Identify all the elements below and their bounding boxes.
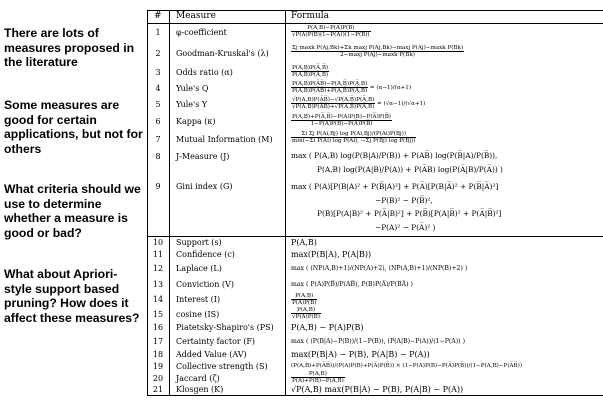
- row-number: 13: [152, 280, 164, 289]
- row-number: 21: [152, 385, 164, 394]
- row-number: 4: [155, 84, 161, 93]
- table-row: [147, 350, 603, 361]
- formula: (P(A,B)+P(A̅B̅))/(P(A)P(B)+P(A̅)P(B̅)) × (1−P(A)P(B)−P(A̅)P(B̅))/(1−P(A,B)−P(A̅B̅)): [291, 363, 523, 369]
- question-1: There are lots of measures proposed in the literature: [4, 26, 135, 69]
- formula: P(A,B): [291, 238, 317, 247]
- formula: $\frac{\text{Σi Σj P(Ai,Bj) log P(Ai,Bj)/(P(Ai)P(Bj))}}{\text{min(−Σi P(Ai) log P(Ai), −Σj P(Bj) log P(Bj))}}$: [292, 131, 416, 145]
- table-row: [147, 149, 603, 179]
- formula: $\frac{P(A,B)-P(A)P(B)}{√P(A)P(B)(1-P(A))(1-P(B))}$: [292, 25, 370, 39]
- table-row: [147, 250, 603, 261]
- table-row: [147, 334, 603, 349]
- formula-line-1: max ( P(A)[P(B|A)² + P(B̅|A)²] + P(A̅)[P(B|A̅)² + P(B̅|A̅)²]: [291, 182, 499, 191]
- measure-name: Odds ratio (α): [176, 68, 233, 77]
- table-row: [147, 114, 603, 131]
- measure-name: Confidence (c): [176, 250, 235, 259]
- measure-name: Mutual Information (M): [176, 135, 273, 144]
- row-number: 5: [155, 100, 161, 109]
- table-row: [147, 131, 603, 148]
- formula: √P(A,B) max(P(B|A) − P(B), P(A|B) − P(A)): [291, 385, 464, 394]
- formula-line-1: max ( P(A,B) log(P(B|A)/P(B)) + P(AB̅) log(P(B̅|A)/P(B̅)),: [291, 151, 498, 160]
- row-number: 15: [152, 310, 164, 319]
- row-number: 12: [152, 264, 164, 273]
- header-measure: Measure: [176, 11, 216, 21]
- measure-name: Gini index (G): [176, 182, 233, 191]
- formula: max ( (NP(A,B)+1)/(NP(A)+2), (NP(A,B)+1)/(NP(B)+2) ): [291, 265, 468, 272]
- measure-name: Yule's Q: [176, 84, 209, 93]
- header-border: [147, 23, 603, 24]
- table-row: [147, 180, 603, 236]
- formula: P(A,B) − P(A)P(B): [291, 323, 364, 332]
- table-row: [147, 238, 603, 249]
- table-bottom-border: [147, 395, 603, 396]
- row-number: 20: [152, 374, 164, 383]
- measure-name: Support (s): [176, 238, 222, 247]
- formula: max ( (P(B|A)−P(B))/(1−P(B)), (P(A|B)−P(A))/(1−P(A)) ): [291, 338, 465, 345]
- formula: $\frac{P(A,B)P(A̅B̅)-P(A,B̅)P(A̅,B)}{P(A,B)P(A̅B̅)+P(A,B̅)P(A̅,B)}$ = (α−1)/(α+1): [292, 81, 412, 95]
- measure-name: Certainty factor (F): [176, 337, 256, 346]
- row-number: 14: [152, 295, 164, 304]
- formula-line-2: −P(B)² − P(B̅)²,: [375, 196, 433, 205]
- measure-name: cosine (IS): [176, 310, 220, 319]
- table-row: [147, 361, 603, 373]
- measure-name: Klosgen (K): [176, 385, 224, 394]
- row-number: 2: [155, 49, 161, 58]
- row-number: 18: [152, 350, 164, 359]
- table-row: [147, 65, 603, 81]
- table-row: [147, 384, 603, 395]
- row-number: 16: [152, 323, 164, 332]
- measure-name: Collective strength (S): [176, 362, 268, 371]
- measure-name: Added Value (AV): [176, 350, 247, 359]
- row-number: 11: [152, 250, 164, 259]
- table-row: [147, 262, 603, 277]
- row-number: 17: [152, 337, 164, 346]
- table-row: [147, 45, 603, 64]
- table-row: [147, 323, 603, 334]
- formula: $\frac{P(A,B)}{P(A)P(B)}$: [292, 293, 317, 307]
- measure-name: Interest (I): [176, 295, 221, 304]
- table-row: [147, 97, 603, 114]
- measure-name: Jaccard (ζ): [176, 374, 220, 383]
- row-number: 6: [155, 117, 161, 126]
- row-number: 8: [155, 152, 161, 161]
- table-row: [147, 25, 603, 45]
- formula-line-3: P(B)[P(A|B)² + P(A̅|B)²] + P(B̅)[P(A|B̅)² + P(A̅|B̅)²]: [317, 209, 502, 218]
- table-row: [147, 81, 603, 97]
- table-row: [147, 293, 603, 307]
- formula: $\frac{P(A,B)}{P(A)+P(B)-P(A,B)}$: [292, 371, 344, 385]
- formula: $\frac{P(A,B)+P(A̅,B̅)-P(A)P(B)-P(A̅)P(B̅)}{1-P(A)P(B)-P(A̅)P(B̅)}$: [292, 114, 391, 128]
- measure-name: Laplace (L): [176, 264, 222, 273]
- formula: $\frac{P(A,B)}{√P(A)P(B)}$: [292, 307, 320, 321]
- formula: $\frac{\text{Σj maxk P(Aj,Bk)+Σk maxj P(Aj,Bk)−maxj P(Aj)−maxk P(Bk)}}{\text{2−maxj P(Aj)−maxk P(Bk)}}$: [292, 45, 464, 59]
- measure-name: J-Measure (J): [176, 152, 230, 161]
- formula: max(P(B|A), P(A|B)): [291, 250, 372, 259]
- formula: max(P(B|A) − P(B), P(A|B) − P(A)): [291, 350, 430, 359]
- measure-name: Goodman-Kruskal's (λ): [176, 49, 269, 58]
- row-number: 19: [152, 362, 164, 371]
- measures-table: [147, 10, 603, 396]
- row-number: 1: [155, 28, 161, 37]
- row-number: 10: [152, 238, 164, 247]
- formula-line-4: −P(A)² − P(A̅)² ): [375, 223, 436, 232]
- header-number: #: [154, 11, 162, 21]
- measure-name: φ-coefficient: [176, 28, 227, 37]
- measure-name: Yule's Y: [176, 100, 208, 109]
- section-border: [147, 236, 603, 237]
- row-number: 7: [155, 135, 161, 144]
- row-number: 3: [155, 68, 161, 77]
- question-2: Some measures are good for certain applications, but not for others: [4, 98, 143, 156]
- measure-name: Piatetsky-Shapiro's (PS): [176, 323, 274, 332]
- question-4: What about Apriori-style support based pruning? How does it affect these measures?: [4, 267, 140, 325]
- measure-name: Kappa (κ): [176, 117, 216, 126]
- formula: $\frac{√P(A,B)P(A̅B̅)-√P(A,B̅)P(A̅,B)}{√P(A,B)P(A̅B̅)+√P(A,B̅)P(A̅,B)}$ = (√α−1)/(√α+1): [292, 97, 426, 111]
- table-row: [147, 277, 603, 293]
- formula: $\frac{P(A,B)P(A̅,B̅)}{P(A,B̅)P(A̅,B)}$: [292, 65, 329, 79]
- question-3: What criteria should we use to determine whether a measure is good or bad?: [4, 182, 141, 240]
- header-formula: Formula: [291, 11, 330, 21]
- row-number: 9: [155, 182, 161, 191]
- formula: max ( P(A)P(B̅)/P(AB̅), P(B)P(A̅)/P(BA̅) ): [291, 281, 413, 288]
- measure-name: Conviction (V): [176, 280, 234, 289]
- table-row: [147, 307, 603, 322]
- formula-line-2: P(A,B) log(P(A|B)/P(A)) + P(A̅B) log(P(A̅|B)/P(A̅)) ): [317, 165, 503, 174]
